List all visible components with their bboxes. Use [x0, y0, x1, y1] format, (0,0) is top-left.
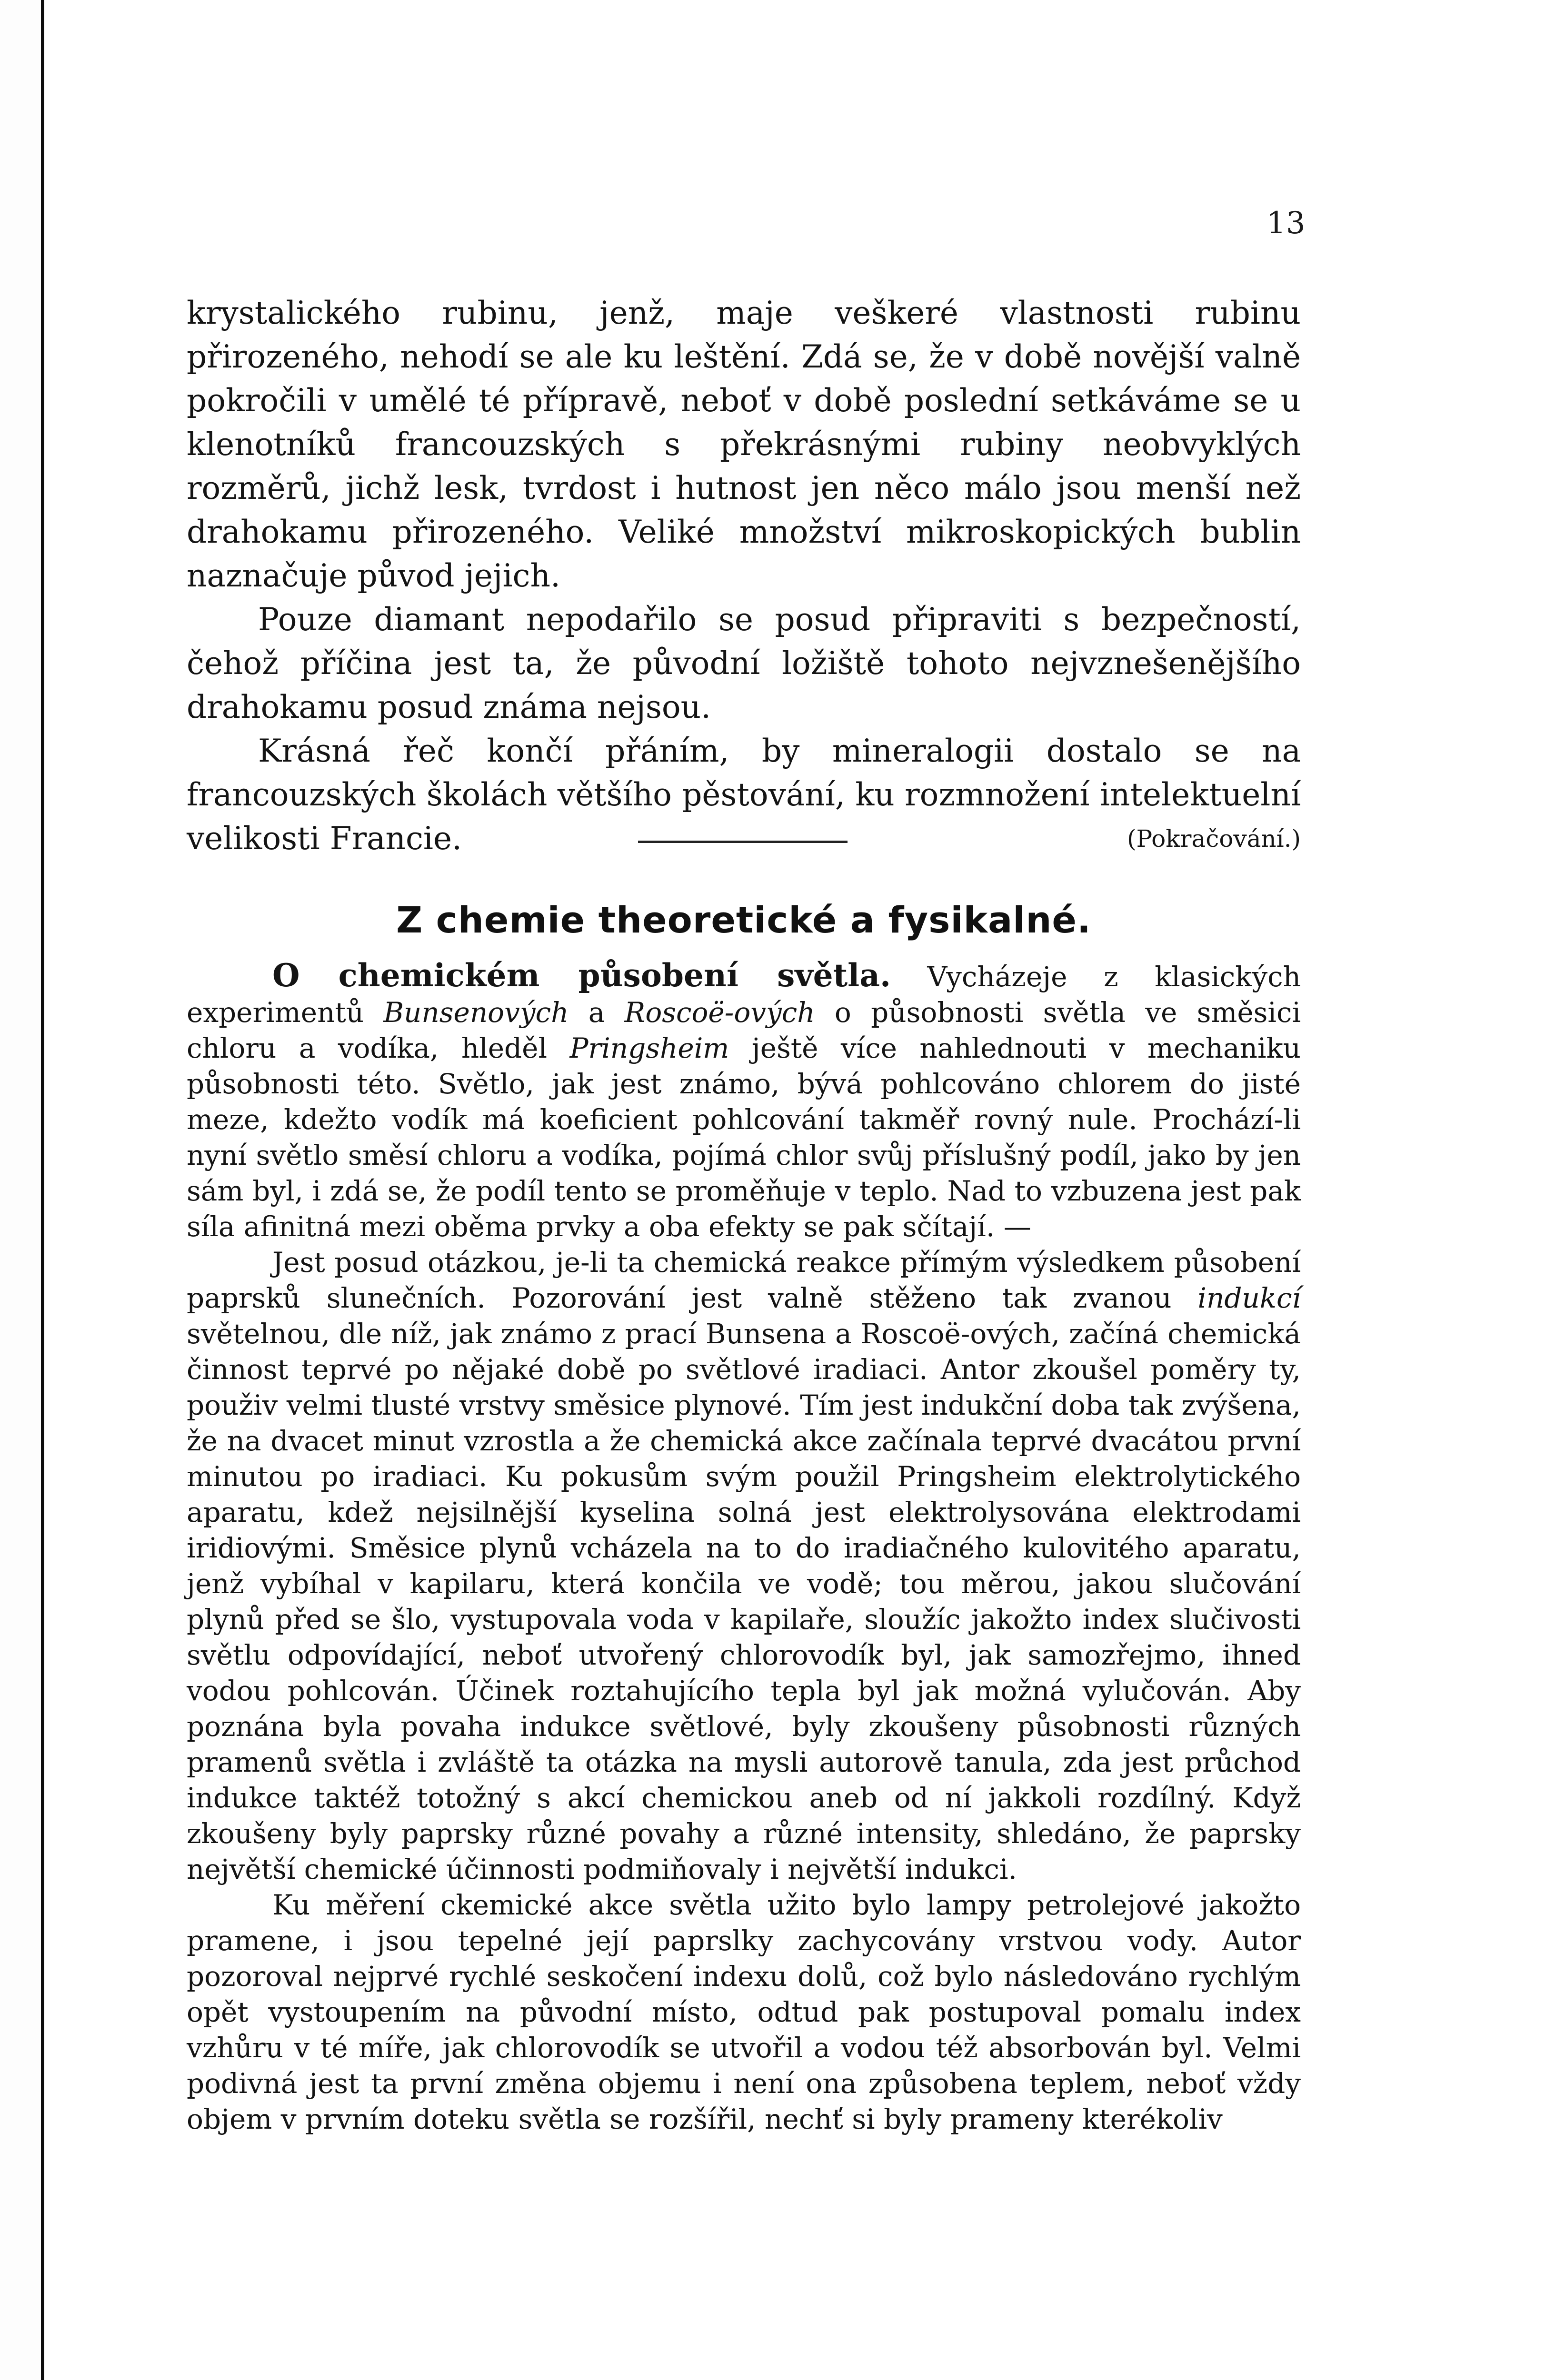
- page-number: 13: [1267, 206, 1306, 241]
- section-divider: [638, 841, 848, 843]
- italic-name: Bunsenových: [383, 996, 569, 1029]
- text-run: ještě více nahlednouti v mechaniku působnosti této. Světlo, jak jest známo, bývá pohlcováno chlorem do jisté meze, kdežto vodík má koeficient pohlcování takměř rovný nule. Prochází-li nyní světlo směsí chloru a vodíka, pojímá chlor svůj příslušný podíl, jako by jen sám byl, i zdá se, že podíl tento se proměňuje v teplo. Nad to vzbuzena jest pak síla afinitná mezi oběma prvky a oba efekty se pak sčítají. —: [187, 1032, 1301, 1243]
- section1-body: [187, 291, 1301, 861]
- text-run: a: [569, 996, 625, 1029]
- book-spine-margin: [0, 0, 43, 2380]
- text-run: světelnou, dle níž, jak známo z prací Bunsena a Roscoë-ových, začíná chemická činnost teprvé po nějaké době po světlové iradiaci. Antor zkoušel poměry ty, použiv velmi tlusté vrstvy směsice plynové. Tím jest indukční doba tak zvýšena, že na dvacet minut vzrostla a že chemická akce začínala teprvé dvacátou první minutou po iradiaci. Ku pokusům svým použil Pringsheim elektrolytického aparatu, kdež nejsilnější kyselina solná jest elektrolysována elektrodami iridiovými. Směsice plynů vcházela na to do iradiačného kulovitého aparatu, jenž vybíhal v kapilaru, která končila ve vodě; tou měrou, jakou slučování plynů před se šlo, vystupovala voda v kapilaře, sloužíc jakožto index slučivosti světlu odpovídající, neboť utvořený chlorovodík byl, jak samozřejmo, ihned vodou pohlcován. Účinek roztahujícího tepla byl jak možná vylučován. Aby poznána byla povaha indukce světlové, byly zkoušeny působnosti různých pramenů světla i zvláště ta otázka na mysli autorově tanula, zda jest průchod indukce taktéž totožný s akcí chemickou aneb od ní jakkoli rozdílný. Když zkoušeny byly paprsky různé povahy a různé intensity, shledáno, že paprsky největší chemické účinnosti podmiňovaly i největší indukci.: [187, 1318, 1301, 1885]
- italic-term: indukcí: [1197, 1282, 1301, 1314]
- paragraph-1: krystalického rubinu, jenž, maje veškeré vlastnosti rubinu přirozeného, nehodí se ale ku leštění. Zdá se, že v době novější valně pokročili v umělé té přípravě, neboť v době poslední setkáváme se u klenotníků francouzských s překrásnými rubiny neobvyklých rozměrů, jichž lesk, tvrdost i hutnost jen něco málo jsou menší než drahokamu přirozeného. Veliké množství mikroskopických bublin naznačuje původ jejich.: [187, 295, 1301, 594]
- italic-name: Roscoë-ových: [624, 996, 815, 1029]
- article-body: [187, 958, 1301, 2137]
- article-subtitle: O chemickém působení světla.: [272, 957, 891, 994]
- article-paragraph-3: Ku měření ckemické akce světla užito bylo lampy petrolejové jakožto pramene, i jsou tepelné její paprslky zachycovány vrstvou vody. Autor pozoroval nejprvé rychlé seskočení indexu dolů, což bylo následováno rychlým opět vystoupením na původní místo, odtud pak postupoval pomalu index vzhůru v té míře, jak chlorovodík se utvořil a vodou též absorbován byl. Velmi podivná jest ta první změna objemu i není ona způsobena teplem, neboť vždy objem v prvním doteku světla se rozšířil, nechť si byly prameny kterékoliv: [187, 1889, 1301, 2135]
- gutter-shadow-line: [41, 0, 44, 2380]
- text-run: Vycházeje z klasických experimentů: [187, 961, 1301, 1029]
- article-paragraph-2: [187, 1245, 1301, 1887]
- continuation-note: (Pokračování.): [1127, 825, 1301, 853]
- paragraph-3: Krásná řeč končí přáním, by mineralogii dostalo se na francouzských školách většího pěstování, ku rozmnožení intelektuelní velikosti Francie.: [187, 733, 1301, 857]
- italic-name: Pringsheim: [569, 1032, 729, 1064]
- paragraph-2: Pouze diamant nepodařilo se posud připraviti s bezpečností, čehož příčina jest ta, že původní ložiště tohoto nejvznešenějšího drahokamu posud známa nejsou.: [187, 601, 1301, 725]
- text-run: o působnosti světla ve směsici chloru a vodíka, hleděl: [187, 996, 1301, 1064]
- section-heading: Z chemie theoretické a fysikalné.: [396, 899, 1091, 941]
- article-paragraph-1: [187, 958, 1301, 1245]
- text-run: Jest posud otázkou, je-li ta chemická reakce přímým výsledkem působení paprsků slunečních. Pozorování jest valně stěženo tak zvanou: [187, 1246, 1301, 1314]
